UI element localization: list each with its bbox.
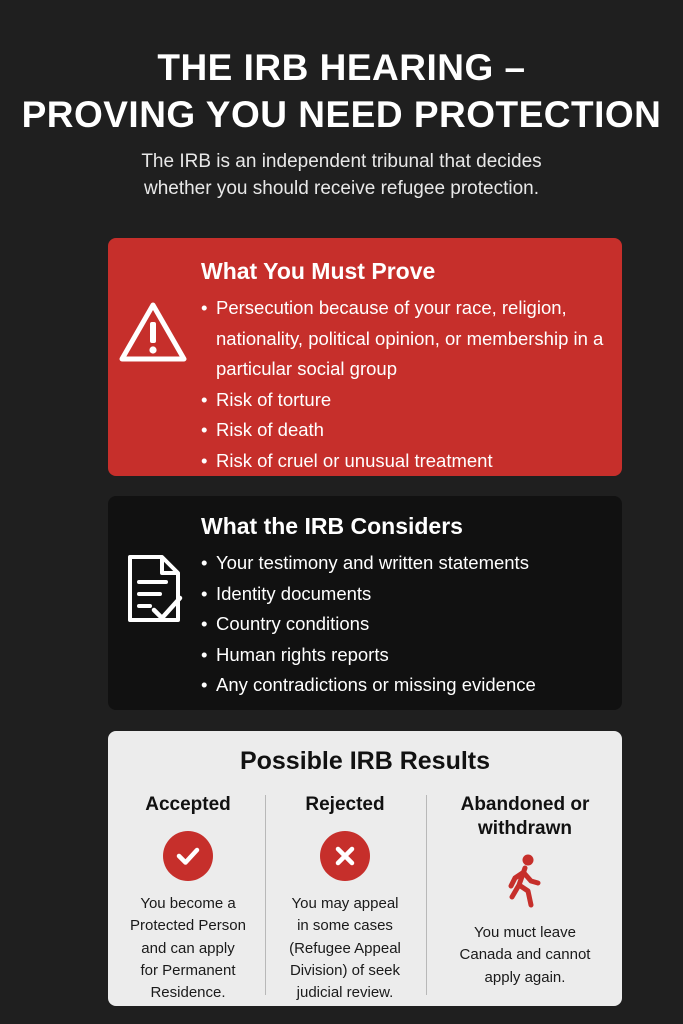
must-prove-list bbox=[201, 293, 611, 476]
list-item: • Identity documents bbox=[201, 579, 611, 610]
text-line: Protected Person bbox=[130, 917, 246, 935]
document-check-icon bbox=[124, 552, 186, 633]
text-line: (Refugee Appeal bbox=[289, 939, 401, 957]
results-card bbox=[108, 731, 622, 1006]
result-rejected bbox=[270, 793, 420, 1004]
text-line: judicial review. bbox=[296, 984, 394, 1002]
column-divider bbox=[265, 795, 266, 995]
text-line: in some cases bbox=[297, 917, 393, 935]
results-title: Possible IRB Results bbox=[239, 747, 491, 775]
title-line-1: THE IRB HEARING – bbox=[157, 47, 526, 88]
checkmark-icon bbox=[163, 831, 213, 881]
subtitle-line-2: whether you should receive refugee protection. bbox=[143, 178, 540, 199]
list-item: • Risk of torture bbox=[201, 385, 611, 416]
list-item: • Country conditions bbox=[201, 609, 611, 640]
walking-person-icon bbox=[500, 853, 550, 914]
text-line: for Permanent bbox=[140, 961, 236, 979]
text-line: and can apply bbox=[141, 939, 235, 957]
result-description bbox=[113, 893, 263, 1004]
list-item: • Persecution because of your race, religion, nationality, political opinion, or membership in a particular social group bbox=[201, 293, 611, 385]
result-abandoned bbox=[432, 793, 618, 989]
title-line-2: PROVING YOU NEED PROTECTION bbox=[21, 94, 662, 135]
list-item: • Human rights reports bbox=[201, 640, 611, 671]
page-subtitle bbox=[0, 148, 683, 202]
heading-line: withdrawn bbox=[478, 818, 572, 839]
result-heading: Accepted bbox=[145, 794, 231, 815]
text-line: Residence. bbox=[150, 984, 226, 1002]
considers-card bbox=[108, 496, 622, 710]
text-line: apply again. bbox=[484, 968, 566, 986]
result-accepted bbox=[113, 793, 263, 1004]
must-prove-title: What You Must Prove bbox=[201, 258, 436, 284]
warning-triangle-icon bbox=[118, 300, 188, 369]
list-item: • Any contradictions or missing evidence bbox=[201, 670, 611, 701]
list-item: • Your testimony and written statements bbox=[201, 548, 611, 579]
list-item: • Risk of cruel or unusual treatment bbox=[201, 446, 611, 477]
text-line: Canada and cannot bbox=[459, 946, 591, 964]
result-description bbox=[432, 922, 618, 989]
must-prove-card bbox=[108, 238, 622, 476]
list-item: • Risk of death bbox=[201, 415, 611, 446]
considers-title: What the IRB Considers bbox=[201, 513, 463, 539]
text-line: You may appeal bbox=[291, 895, 399, 912]
text-line: Division) of seek bbox=[289, 961, 401, 979]
text-line: You become a bbox=[140, 895, 236, 912]
x-mark-icon bbox=[320, 831, 370, 881]
heading-line: Abandoned or bbox=[460, 794, 590, 815]
result-description bbox=[270, 893, 420, 1004]
result-heading: Rejected bbox=[305, 794, 385, 815]
result-heading bbox=[432, 793, 618, 841]
considers-list bbox=[201, 548, 611, 701]
subtitle-line-1: The IRB is an independent tribunal that decides bbox=[141, 151, 542, 172]
text-line: You muct leave bbox=[473, 924, 576, 941]
page-title bbox=[0, 44, 683, 138]
column-divider bbox=[426, 795, 427, 995]
